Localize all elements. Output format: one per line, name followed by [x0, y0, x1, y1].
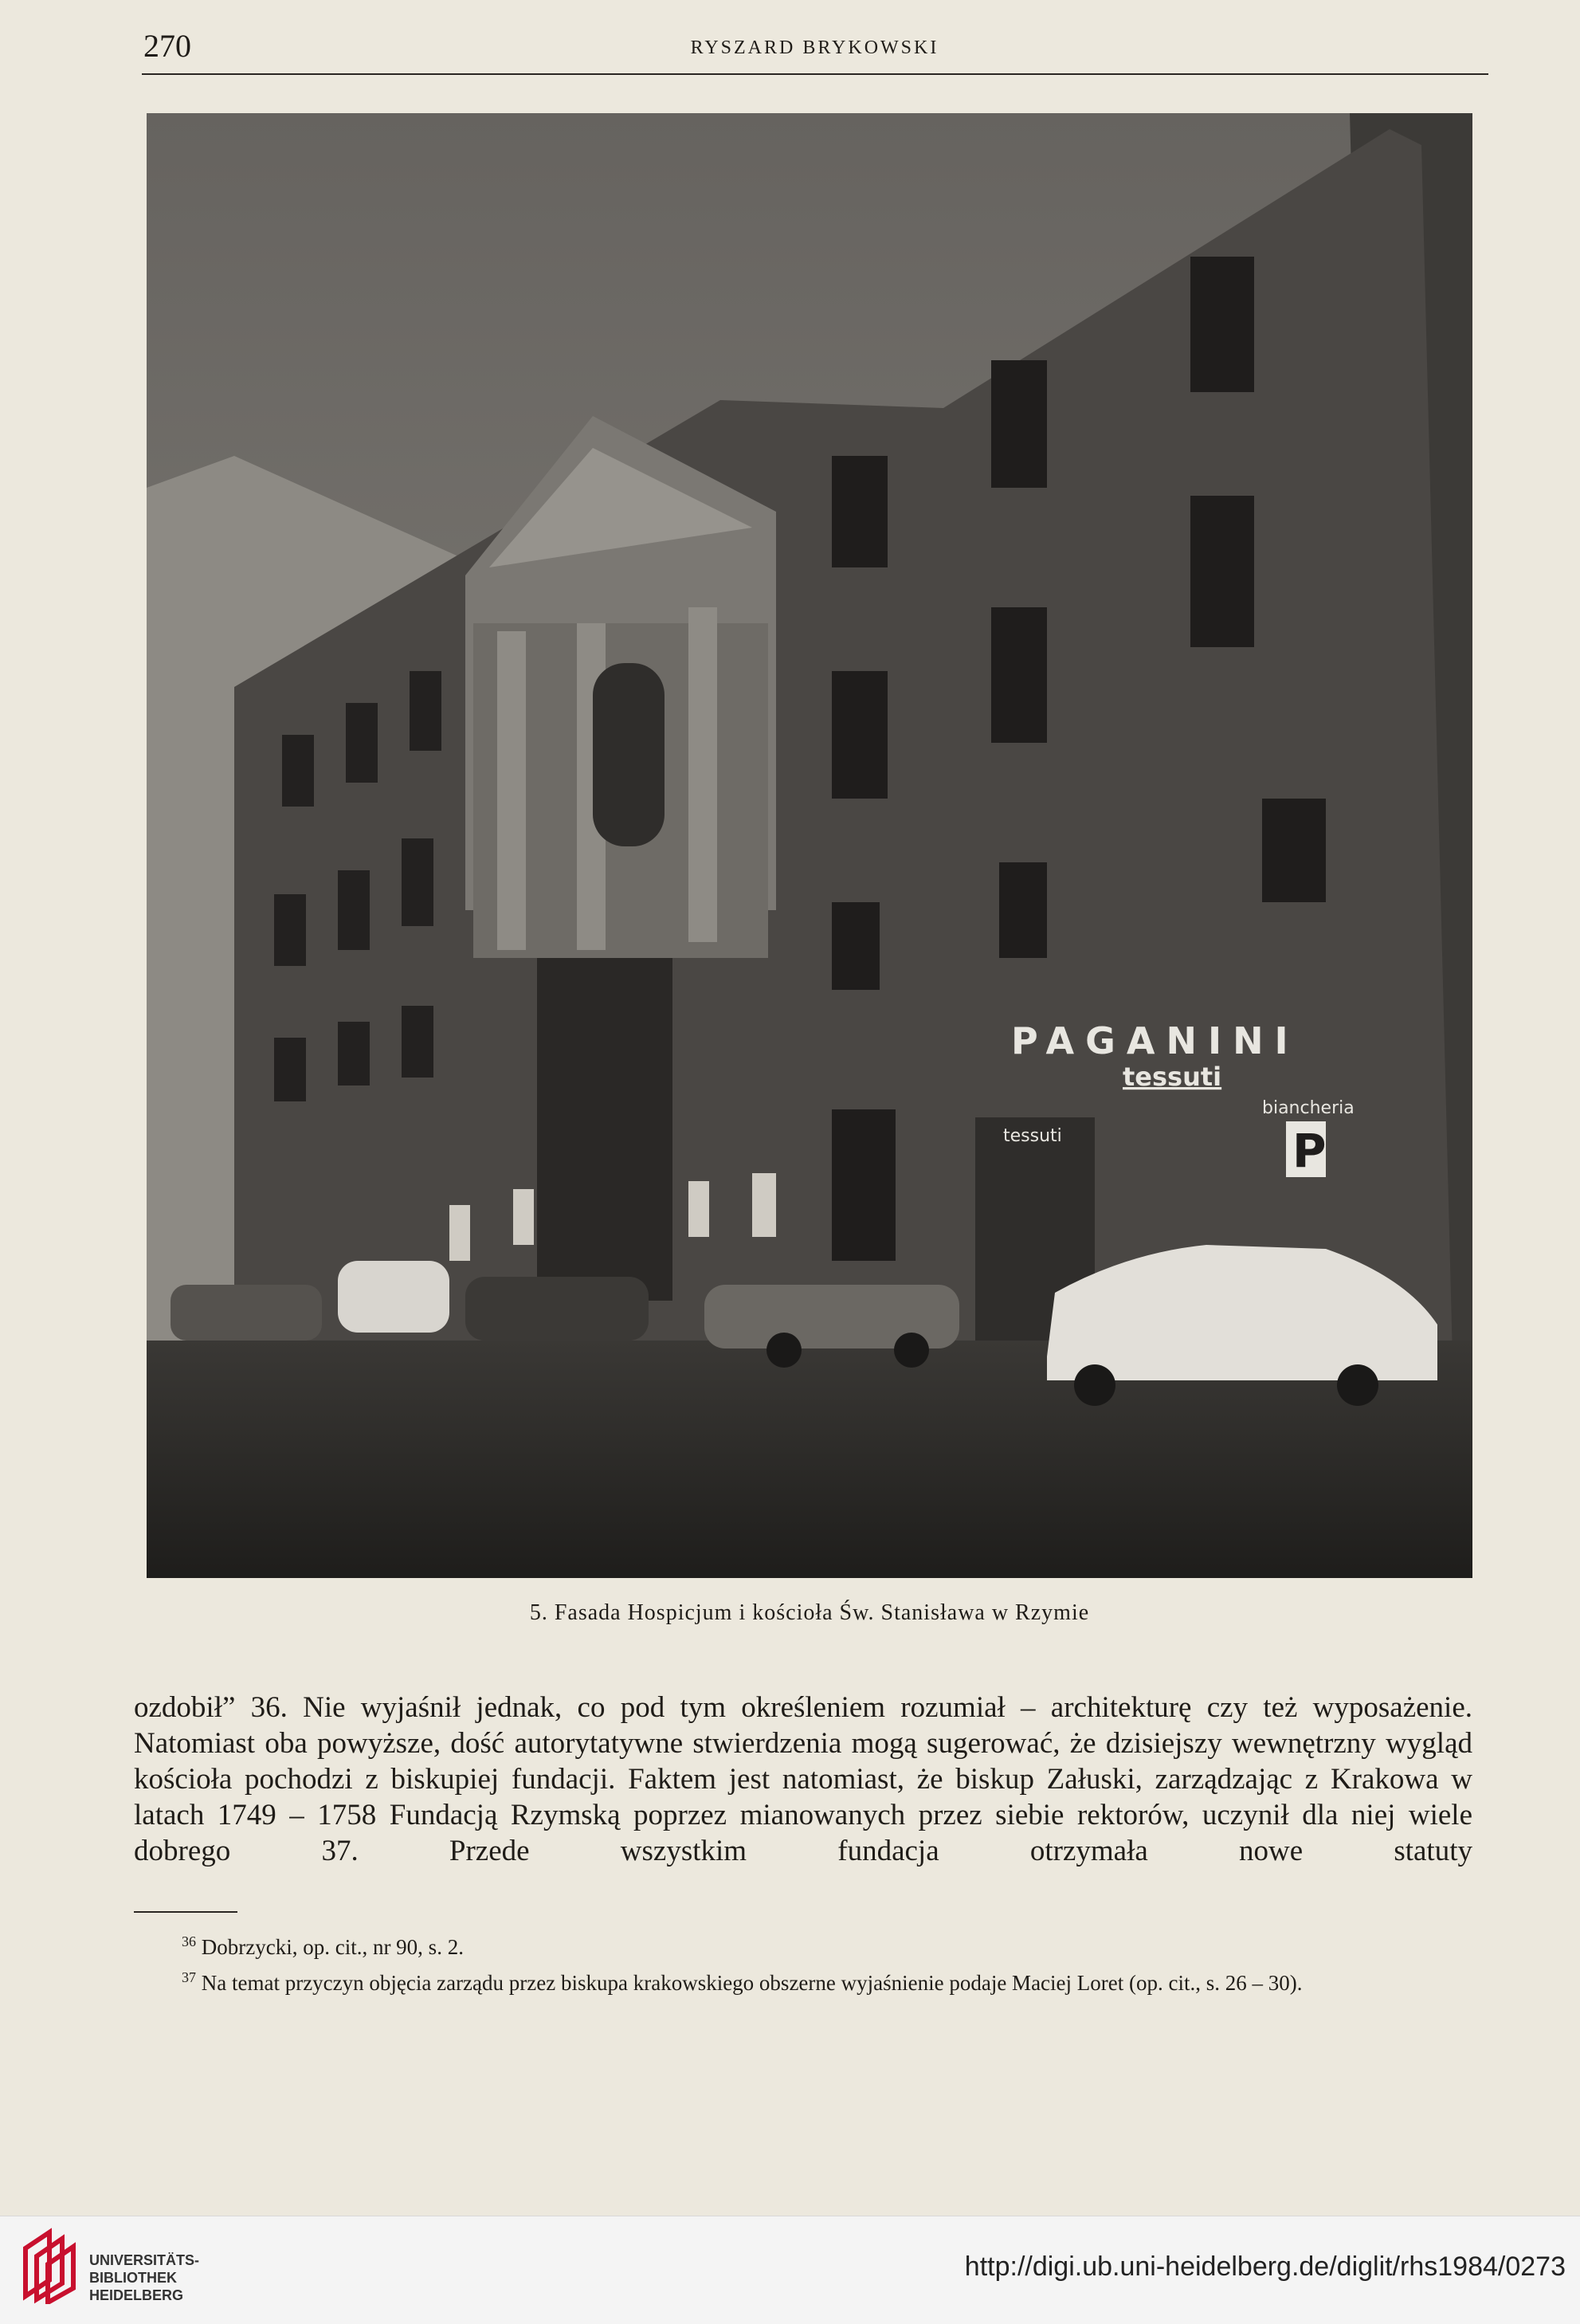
footnotes: [134, 1927, 1480, 1999]
body-paragraph: ozdobił” 36. Nie wyjaśnił jednak, co pod tym określeniem rozumiał – architekturę czy też wyposażenie. Natomiast oba powyższe, dość autorytatywne stwierdzenia mogą sugerować, że dzisiejszy wewnętrzny wygląd kościoła pochodzi z biskupiej fundacji. Faktem jest natomiast, że biskup Załuski, zarządzając z Krakowa w latach 1749 – 1758 Fundacją Rzymską poprzez mianowanych przez siebie rektorów, uczynił dla niej wiele dobrego 37. Przede wszystkim fundacja otrzymała nowe statuty: [134, 1691, 1472, 1867]
university-library-logo-icon: [18, 2224, 80, 2304]
footnote-text: Dobrzycki, op. cit., nr 90, s. 2.: [201, 1935, 464, 1959]
library-name-line: HEIDELBERG: [89, 2287, 184, 2303]
footnote-text: Na temat przyczyn objęcia zarządu przez biskupa krakowskiego obszerne wyjaśnienie podaje Maciej Loret (op. cit., s. 26 – 30).: [201, 1971, 1303, 1995]
footnote-36: [134, 1927, 1480, 1961]
facade-illustration: [147, 113, 1472, 1578]
sign-parking: P: [1292, 1124, 1327, 1178]
library-name-line: UNIVERSITÄTS-: [89, 2252, 200, 2268]
figure-caption: 5. Fasada Hospicjum i kościoła Św. Stanisława w Rzymie: [529, 1600, 1090, 1625]
sign-paganini: PAGANINI: [1011, 1019, 1300, 1062]
running-head: RYSZARD BRYKOWSKI: [690, 37, 939, 58]
library-name: [89, 2251, 199, 2304]
facade-photograph: [147, 113, 1472, 1578]
church-portal: [537, 958, 672, 1301]
footnote-mark: 36: [182, 1933, 196, 1949]
page-number: 270: [143, 28, 191, 64]
sign-tessuti-upper: tessuti: [1123, 1062, 1222, 1092]
page-header: [143, 24, 1486, 72]
sign-biancheria: biancheria: [1262, 1098, 1355, 1118]
footnote-37: [134, 1963, 1480, 1997]
pilaster: [497, 631, 526, 950]
church-upper-window: [593, 663, 665, 846]
footnote-rule: [134, 1911, 237, 1913]
sign-tessuti-lower: tessuti: [1003, 1126, 1062, 1146]
footnote-mark: 37: [182, 1969, 196, 1985]
pilaster: [688, 607, 717, 942]
library-name-line: BIBLIOTHEK: [89, 2270, 177, 2286]
header-rule: [142, 73, 1488, 75]
source-url-link[interactable]: http://digi.ub.uni-heidelberg.de/diglit/rhs1984/0273: [964, 2251, 1566, 2282]
digitization-footer: [0, 2216, 1580, 2324]
